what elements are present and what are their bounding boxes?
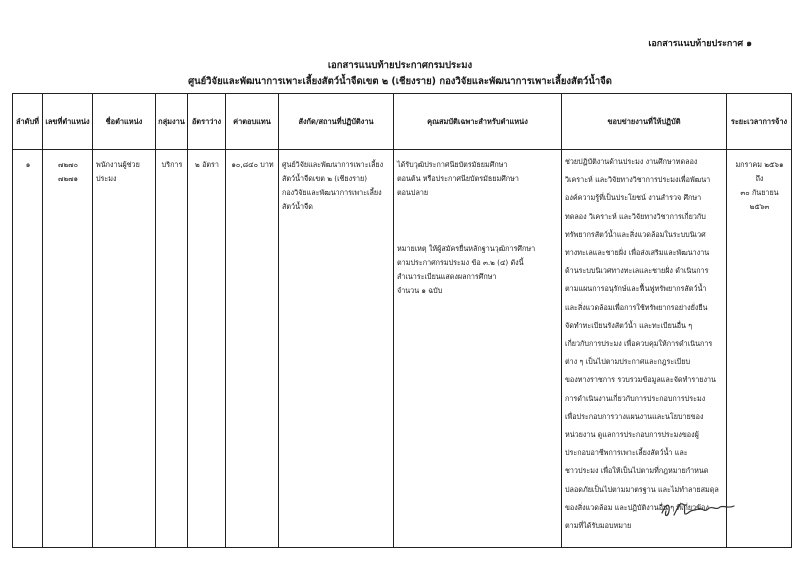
vacancy-value: ๒ อัตรา [195,160,219,169]
unit-line: สัตว์น้ำจืด [282,202,313,211]
header-unit: สังกัด/สถานที่ปฏิบัติงาน [279,94,394,150]
salary-value: ๑๐,๘๔๐ บาท [231,160,274,169]
header-position-name: ชื่อตำแหน่ง [93,94,156,150]
header-group: กลุ่มงาน [156,94,188,150]
note-line: ตามประกาศกรมประมง ข้อ ๓.๒ (๔) ดังนี้ [397,258,524,267]
duty-line: ต่าง ๆ เป็นไปตามประกาศและกฎระเบียบ [565,357,691,367]
qualification-line: ตอนต้น หรือประกาศนียบัตรมัธยมศึกษา [397,174,519,183]
period-end: ๓๐ กันยายน ๒๕๖๓ [740,188,779,211]
cell-position-no [43,150,93,548]
cell-salary [226,150,279,548]
position-number-2: ๗๒๗๑ [57,174,79,183]
period-start: มกราคม ๒๕๖๑ [735,160,784,169]
table-row [13,150,792,548]
unit-line: ศูนย์วิจัยและพัฒนาการเพาะเลี้ยง [282,160,384,169]
duty-line: ช่วยปฏิบัติงานด้านประมง งานศึกษาทดลอง [565,157,698,166]
cell-period [727,150,792,548]
position-name: พนักงานผู้ช่วยประมง [96,160,140,183]
table-header-row [13,94,792,150]
duty-line: ปลอดภัยเป็นไปตามมาตรฐาน และไม่ทำลายสมดุล [565,484,719,494]
cell-no [13,150,43,548]
note-line: หมายเหตุ ให้ผู้สมัครยื่นหลักฐานวุฒิการศึกษา [397,244,536,253]
note-line: จำนวน ๑ ฉบับ [397,286,443,295]
group-value: บริการ [161,160,183,169]
duty-line: ด้านระบบนิเวศทางทะเลและชายฝั่ง ดำเนินการ [565,266,709,276]
duty-line: จัดทำทะเบียนรังสัตว์น้ำ และทะเบียนอื่น ๆ [565,320,693,330]
cell-position-name [93,150,156,548]
header-qualification: คุณสมบัติเฉพาะสำหรับตำแหน่ง [394,94,562,150]
header-duties: ขอบข่ายงานที่ให้ปฏิบัติ [562,94,727,150]
duty-line: การดำเนินงานเกี่ยวกับการประกอบการประมง [565,393,706,403]
row-number: ๑ [25,160,31,169]
position-table [12,93,792,548]
duty-line: ของทางราชการ รวบรวมข้อมูลและจัดทำรายงาน [565,375,716,385]
cell-duties [562,150,727,548]
cell-qualification [394,150,562,548]
header-position-no: เลขที่ตำแหน่ง [43,94,93,150]
duty-line: ทรัพยากรสัตว์น้ำและสิ่งแวดล้อมในระบบนิเวศ [565,229,706,239]
duty-line: ทางทะเลและชายฝั่ง เพื่อส่งเสริมและพัฒนางาน [565,248,710,258]
document-title: เอกสารแนบท้ายประกาศกรมประมง [327,60,473,71]
duty-line: วิเคราะห์ และวิจัยทางวิชาการประมงเพื่อพัฒนา [565,175,711,185]
duty-line: องค์ความรู้ที่เป็นประโยชน์ งานสำรวจ ศึกษา [565,193,702,203]
unit-line: สัตว์น้ำจืดเขต ๒ (เชียงราย) [282,174,368,183]
document-subtitle: ศูนย์วิจัยและพัฒนาการเพาะเลี้ยงสัตว์น้ำจืดเขต ๒ (เชียงราย) กองวิจัยและพัฒนาการเพาะเลี้ยงสัตว์น้ำจืด [188,76,612,87]
qualification-line: ได้รับวุฒิประกาศนียบัตรมัธยมศึกษา [397,160,508,169]
header-vacancy: อัตราว่าง [188,94,226,150]
signature-mark [660,497,740,521]
header-period: ระยะเวลาการจ้าง [727,94,792,150]
unit-line: กองวิจัยและพัฒนาการเพาะเลี้ยง [282,188,382,197]
duty-line: เกี่ยวกับการประมง เพื่อควบคุมให้การดำเนินการ [565,339,713,349]
duty-line: ชาวประมง เพื่อให้เป็นไปตามที่กฎหมายกำหนด [565,466,709,476]
duty-line: ของสิ่งแวดล้อม และปฏิบัติงานอื่น ๆ ที่เกี่ยวข้อง [565,502,709,512]
cell-vacancy [188,150,226,548]
header-no: ลำดับที่ [13,94,43,150]
qualification-line: ตอนปลาย [397,188,429,197]
duty-line: ตามแผนการอนุรักษ์และฟื้นฟูทรัพยากรสัตว์น้ำ [565,284,707,294]
duty-line: และสิ่งแวดล้อมเพื่อการใช้ทรัพยากรอย่างยั่งยืน [565,302,708,312]
note-line: สำเนาระเบียนแสดงผลการศึกษา [397,272,497,281]
cell-unit [279,150,394,548]
position-number-1: ๗๒๗๐ [58,160,78,169]
duty-line: ประกอบอาชีพการเพาะเลี้ยงสัตว์น้ำ และ [565,448,688,458]
duty-line: ทดลอง วิเคราะห์ และวิจัยทางวิชาการเกี่ยวกับ [565,211,706,221]
annex-label: เอกสารแนบท้ายประกาศ ๑ [648,39,752,49]
duty-line: หน่วยงาน ดูแลการประกอบการประมงของผู้ [565,430,699,440]
period-to: ถึง [755,174,764,183]
duty-line: เพื่อประกอบการวางแผนงานและนโยบายของ [565,411,704,421]
duty-line: ตามที่ได้รับมอบหมาย [565,521,632,531]
header-salary: ค่าตอบแทน [226,94,279,150]
cell-group [156,150,188,548]
